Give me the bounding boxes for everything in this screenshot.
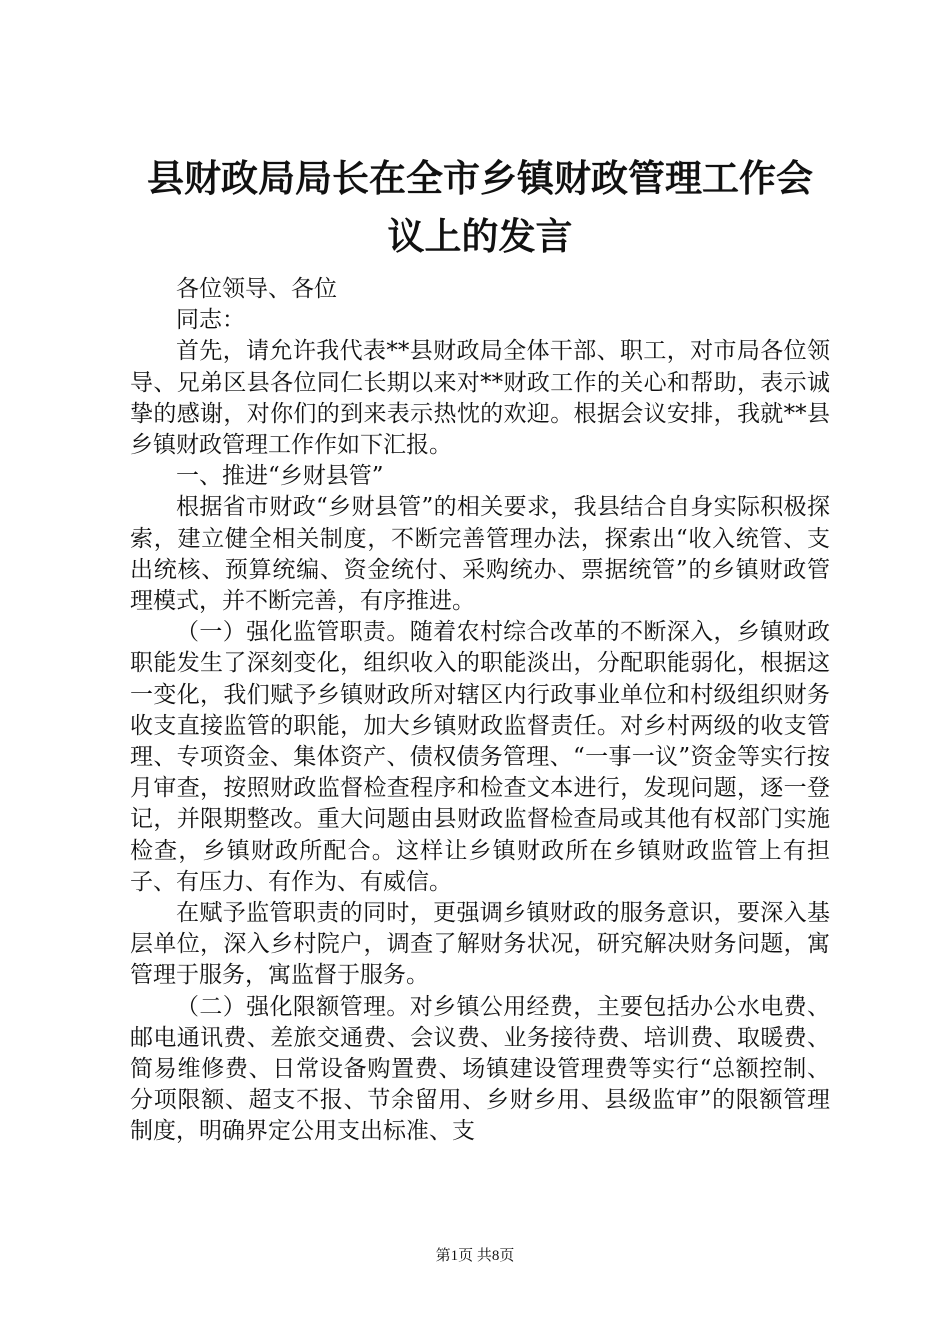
- paragraph-service-awareness: 在赋予监管职责的同时，更强调乡镇财政的服务意识，要深入基层单位，深入乡村院户，调查了解财务状况，研究解决财务问题，寓管理于服务，寓监督于服务。: [130, 900, 830, 989]
- paragraph-salutation-2: 同志：: [176, 307, 245, 334]
- section-heading-1: 一、推进“乡财县管”: [176, 463, 384, 490]
- paragraph-subsection-2: （二）强化限额管理。对乡镇公用经费，主要包括办公水电费、邮电通讯费、差旅交通费、会议费、业务接待费、培训费、取暖费、简易维修费、日常设备购置费、场镇建设管理费等实行“总额控制、分项限额、超支不报、节余留用、乡财乡用、县级监审”的限额管理制度，明确界定公用支出标准、支: [130, 993, 830, 1145]
- paragraph-salutation-1: 各位领导、各位: [176, 276, 337, 302]
- paragraph-opening: 首先，请允许我代表**县财政局全体干部、职工，对市局各位领导、兄弟区县各位同仁长期以来对**财政工作的关心和帮助，表示诚挚的感谢，对你们的到来表示热忱的欢迎。根据会议安排，我就**县乡镇财政管理工作作如下汇报。: [130, 338, 830, 459]
- document-page: [130, 150, 830, 1148]
- paragraph-subsection-1: （一）强化监管职责。随着农村综合改革的不断深入，乡镇财政职能发生了深刻变化，组织收入的职能淡出，分配职能弱化，根据这一变化，我们赋予乡镇财政所对辖区内行政事业单位和村级组织财务收支直接监管的职能，加大乡镇财政监督责任。对乡村两级的收支管理、专项资金、集体资产、债权债务管理、“一事一议”资金等实行按月审查，按照财政监督检查程序和检查文本进行，发现问题，逐一登记，并限期整改。重大问题由县财政监督检查局或其他有权部门实施检查，乡镇财政所配合。这样让乡镇财政所在乡镇财政监管上有担子、有压力、有作为、有威信。: [130, 619, 830, 895]
- paragraph-section-1-intro: 根据省市财政“乡财县管”的相关要求，我县结合自身实际积极探索，建立健全相关制度，不断完善管理办法，探索出“收入统管、支出统核、预算统编、资金统付、采购统办、票据统管”的乡镇财政管理模式，并不断完善，有序推进。: [130, 494, 830, 615]
- document-body: [130, 274, 830, 1148]
- document-title: 县财政局局长在全市乡镇财政管理工作会议上的发言: [147, 157, 813, 258]
- page-footer: 第1页 共8页: [435, 1248, 515, 1264]
